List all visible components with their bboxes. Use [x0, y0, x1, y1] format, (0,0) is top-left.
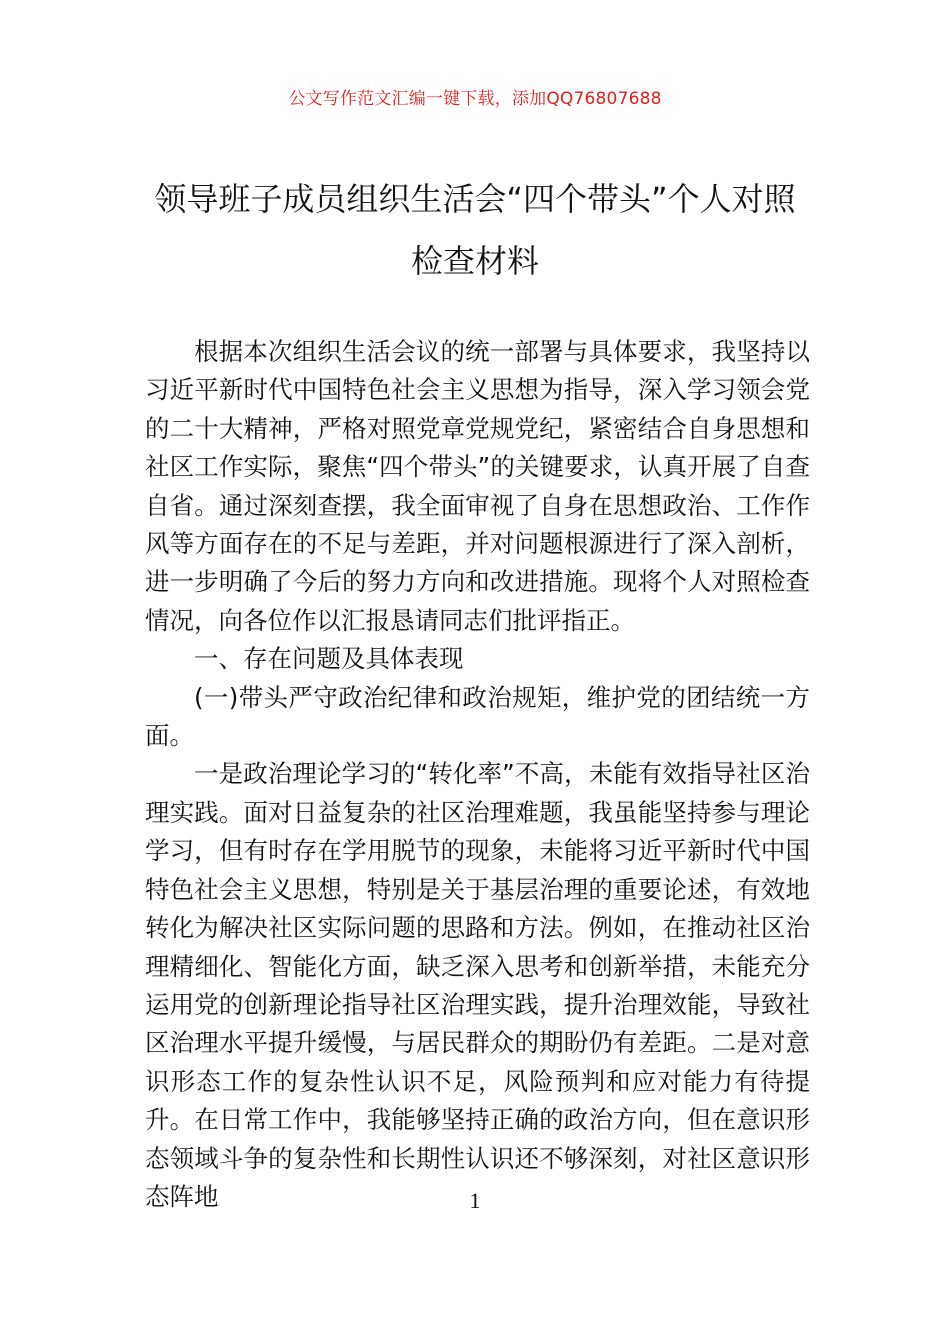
subsection-heading: (一)带头严守政治纪律和政治规矩，维护党的团结统一方面。: [145, 682, 810, 751]
download-notice: 公文写作范文汇编一键下载，添加QQ76807688: [288, 89, 662, 109]
document-body: [145, 333, 810, 1216]
page-number: 1: [469, 1188, 481, 1213]
document-title: 领导班子成员组织生活会“四个带头”个人对照检查材料: [154, 180, 796, 280]
body-paragraph-problems: 一是政治理论学习的“转化率”不高，未能有效指导社区治理实践。面对日益复杂的社区治理难题，我虽能坚持参与理论学习，但有时存在学用脱节的现象，未能将习近平新时代中国特色社会主义思想，特别是关于基层治理的重要论述，有效地转化为解决社区实际问题的思路和方法。例如，在推动社区治理精细化、智能化方面，缺乏深入思考和创新举措，未能充分运用党的创新理论指导社区治理实践，提升治理效能，导致社区治理水平提升缓慢，与居民群众的期盼仍有差距。二是对意识形态工作的复杂性认识不足，风险预判和应对能力有待提升。在日常工作中，我能够坚持正确的政治方向，但在意识形态领域斗争的复杂性和长期性认识还不够深刻，对社区意识形态阵地: [145, 759, 810, 1211]
section-heading: 一、存在问题及具体表现: [194, 644, 464, 674]
body-paragraph-intro: 根据本次组织生活会议的统一部署与具体要求，我坚持以习近平新时代中国特色社会主义思想为指导，深入学习领会党的二十大精神，严格对照党章党规党纪，紧密结合自身思想和社区工作实际，聚焦“四个带头”的关键要求，认真开展了自查自省。通过深刻查摆，我全面审视了自身在思想政治、工作作风等方面存在的不足与差距，并对问题根源进行了深入剖析，进一步明确了今后的努力方向和改进措施。现将个人对照检查情况，向各位作以汇报恳请同志们批评指正。: [145, 337, 810, 635]
